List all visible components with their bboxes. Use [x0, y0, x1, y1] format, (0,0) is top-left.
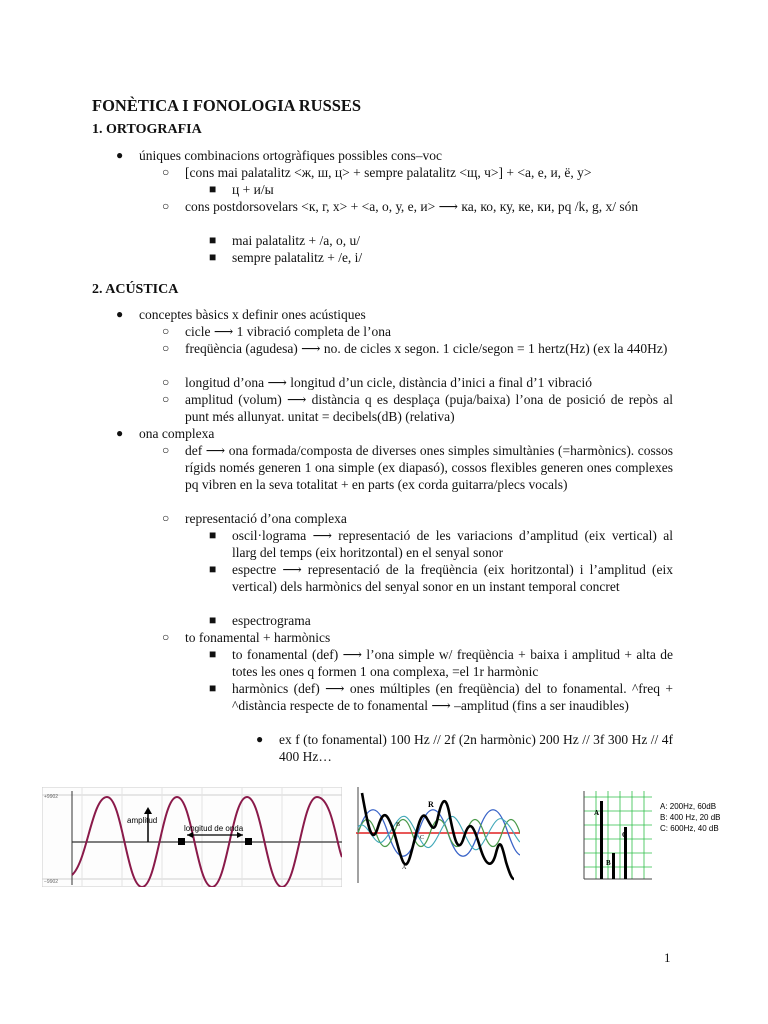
label-c: C: [420, 835, 425, 841]
bullet-disc: ●: [116, 426, 124, 440]
list-item: conceptes bàsics x definir ones acústiques: [139, 307, 366, 322]
bullet-circle: ○: [162, 630, 170, 644]
list-item: freqüència (agudesa) ⟶ no. de cicles x segon. 1 cicle/segon = 1 hertz(Hz) (ex la 440Hz): [185, 341, 668, 356]
list-item: cicle ⟶ 1 vibració completa de l’ona: [185, 324, 392, 339]
bullet-disc: ●: [256, 732, 264, 746]
bottom-tick-label: −9902: [44, 879, 59, 885]
bullet-square: ■: [209, 182, 217, 196]
bar-b: [612, 853, 615, 879]
bullet-circle: ○: [162, 199, 170, 213]
list-item: cons postdorsovelars <к, г, х> + <а, о, у, е, и> ⟶ ка, ко, ку, ке, ки, pq /k, g, x/ són: [185, 199, 639, 214]
legend-a: A: 200Hz, 60dB: [660, 802, 717, 811]
bullet-circle: ○: [162, 375, 170, 389]
list-item: sempre palatalitz + /e, i/: [232, 250, 363, 265]
list-item: mai palatalitz + /a, o, u/: [232, 233, 360, 248]
bullet-square: ■: [209, 681, 217, 695]
bullet-circle: ○: [162, 324, 170, 338]
bullet-circle: ○: [162, 392, 170, 406]
label-b: B: [396, 822, 401, 828]
label-r: R: [428, 800, 434, 809]
figure-simple-wave: [42, 787, 342, 887]
list-item: representació d’ona complexa: [185, 511, 347, 526]
document-title: FONÈTICA I FONOLOGIA RUSSES: [92, 96, 362, 115]
bullet-square: ■: [209, 250, 217, 264]
page-number: 1: [664, 950, 671, 965]
legend-b: B: 400 Hz, 20 dB: [660, 813, 721, 822]
figure-spectrum: [566, 787, 738, 883]
bullet-square: ■: [209, 613, 217, 627]
bullet-disc: ●: [116, 307, 124, 321]
bar-a: [600, 801, 603, 879]
amplitude-label: amplitud: [127, 816, 158, 825]
bar-b-label: B: [606, 859, 611, 867]
list-item: úniques combinacions ortogràfiques possibles cons–voc: [139, 148, 442, 163]
bullet-circle: ○: [162, 165, 170, 179]
list-item: ona complexa: [139, 426, 215, 441]
label-a: A: [402, 865, 407, 871]
bullet-square: ■: [209, 562, 217, 576]
list-item: def ⟶ ona formada/composta de diverses ones simples simultànies (=harmònics). cossos rígids només generen 1 ona simple (ex diapasó), cossos flexibles generen ones complexes pq vibren en la seva totalitat + en parts (ex corda guitarra/plecs vocals): [185, 443, 673, 492]
list-item: ex f (to fonamental) 100 Hz // 2f (2n harmònic) 200 Hz // 3f 300 Hz // 4f 400 Hz…: [279, 732, 673, 764]
legend-c: C: 600Hz, 40 dB: [660, 824, 719, 833]
bullet-square: ■: [209, 528, 217, 542]
bullet-circle: ○: [162, 511, 170, 525]
bar-c-label: C: [622, 831, 628, 839]
bullet-disc: ●: [116, 148, 124, 162]
wavelength-label: longitud de onda: [184, 824, 244, 833]
bar-a-label: A: [594, 809, 600, 817]
bullet-circle: ○: [162, 443, 170, 457]
top-tick-label: +9902: [44, 794, 59, 800]
section-heading-acustica: 2. ACÚSTICA: [92, 282, 179, 297]
list-item: ц + и/ы: [232, 182, 274, 197]
list-item: oscil·lograma ⟶ representació de les variacions d’amplitud (eix vertical) al llarg del temps (eix horitzontal) en el senyal sonor: [232, 528, 673, 560]
list-item: [cons mai palatalitz <ж, ш, ц> + sempre palatalitz <щ, ч>] + <а, е, и, ё, у>: [185, 165, 592, 180]
list-item: to fonamental (def) ⟶ l’ona simple w/ freqüència + baixa i amplitud + alta de totes les ones q formen 1 ona complexa, =el 1r harmònic: [232, 647, 673, 679]
list-item: harmònics (def) ⟶ ones múltiples (en freqüència) del to fonamental. ^freq + ^distància respecte de to fonamental ⟶ –amplitud (fins a ser inaudibles): [232, 681, 673, 713]
list-item: espectrograma: [232, 613, 311, 628]
list-item: longitud d’ona ⟶ longitud d’un cicle, distància d’inici a final d’1 vibració: [185, 375, 592, 390]
bullet-square: ■: [209, 647, 217, 661]
list-item: to fonamental + harmònics: [185, 630, 331, 645]
figure-complex-wave: [356, 787, 520, 883]
list-item: espectre ⟶ representació de la freqüència (eix horitzontal) i l’amplitud (eix vertical) dels harmònics del senyal sonor en un instant temporal concret: [232, 562, 673, 594]
bullet-square: ■: [209, 233, 217, 247]
bullet-circle: ○: [162, 341, 170, 355]
section-heading-ortografia: 1. ORTOGRAFIA: [92, 122, 202, 137]
list-item: amplitud (volum) ⟶ distància q es desplaça (puja/baixa) l’ona de posició de repòs al punt més allunyat. unitat = decibels(dB) (relativa): [185, 392, 673, 424]
